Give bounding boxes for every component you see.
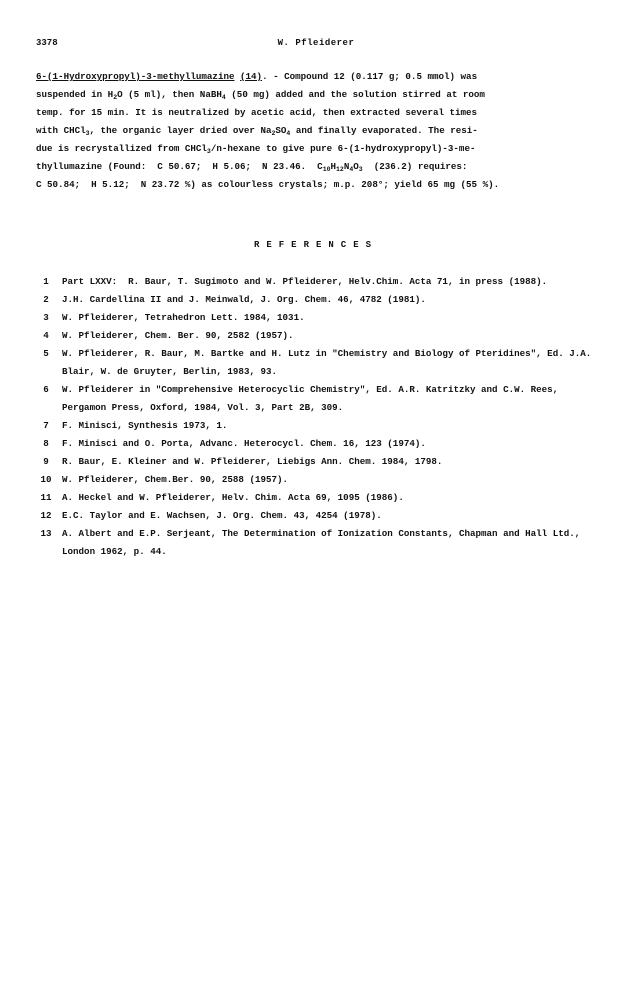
- reference-number: 6: [43, 384, 49, 395]
- text-seg: suspended in H: [36, 89, 114, 100]
- reference-item: [30, 453, 596, 471]
- text-seg: /n-hexane to give pure 6-(1-hydroxypropyl)-3-me-: [210, 143, 476, 154]
- reference-number: 2: [43, 294, 49, 305]
- page-number: 3378: [36, 38, 58, 48]
- text-seg: (236.2) requires:: [362, 161, 468, 172]
- subscript: 10: [322, 166, 331, 173]
- reference-item: [30, 471, 596, 489]
- reference-text: W. Pfleiderer, Chem. Ber. 90, 2582 (1957).: [62, 330, 294, 341]
- reference-number: 4: [43, 330, 49, 341]
- reference-number: 8: [43, 438, 49, 449]
- reference-text: E.C. Taylor and E. Wachsen, J. Org. Chem. 43, 4254 (1978).: [62, 510, 382, 521]
- paragraph-line-2: [36, 86, 596, 104]
- subscript: 2: [271, 130, 276, 137]
- reference-number: 7: [43, 420, 49, 431]
- page-header: [36, 38, 596, 52]
- reference-text: J.H. Cardellina II and J. Meinwald, J. Org. Chem. 46, 4782 (1981).: [62, 294, 426, 305]
- reference-item: [30, 525, 596, 561]
- reference-text: W. Pfleiderer, Tetrahedron Lett. 1984, 1031.: [62, 312, 305, 323]
- paragraph-line-5: [36, 140, 596, 158]
- reference-text: F. Minisci and O. Porta, Advanc. Heterocycl. Chem. 16, 123 (1974).: [62, 438, 426, 449]
- subscript: 3: [85, 130, 90, 137]
- reference-item: [30, 291, 596, 309]
- reference-item: [30, 435, 596, 453]
- text-seg: O (5 ml), then NaBH: [117, 89, 222, 100]
- running-head: W. Pfleiderer: [277, 38, 355, 48]
- reference-text: R. Baur, E. Kleiner and W. Pfleiderer, Liebigs Ann. Chem. 1984, 1798.: [62, 456, 443, 467]
- reference-item: [30, 507, 596, 525]
- subscript: 4: [286, 130, 291, 137]
- text-seg: with CHCl: [36, 125, 86, 136]
- references-heading: REFERENCES: [253, 240, 378, 250]
- reference-number: 5: [43, 348, 49, 359]
- reference-text: W. Pfleiderer in "Comprehensive Heterocyclic Chemistry", Ed. A.R. Katritzky and C.W. Rees, Pergamon Press, Oxford, 1984, Vol. 3, Part 2B, 309.: [62, 384, 564, 413]
- reference-list: [30, 273, 596, 561]
- text-seg: thyllumazine (Found: C 50.67; H 5.06; N 23.46. C: [36, 161, 323, 172]
- reference-number: 10: [40, 474, 52, 485]
- paragraph-line-4: [36, 122, 596, 140]
- text-seg: (50 mg) added and the solution stirred at room: [225, 89, 485, 100]
- reference-number: 1: [43, 276, 49, 287]
- subscript: 3: [206, 148, 211, 155]
- subscript: 12: [336, 166, 344, 173]
- experimental-paragraph: [36, 68, 596, 194]
- reference-item: [30, 489, 596, 507]
- reference-text: A. Albert and E.P. Serjeant, The Determination of Ionization Constants, Chapman and Hall Ltd., London 1962, p. 44.: [62, 528, 586, 557]
- reference-text: Part LXXV: R. Baur, T. Sugimoto and W. Pfleiderer, Helv.Chim. Acta 71, in press (1988).: [62, 276, 548, 287]
- reference-item: [30, 273, 596, 291]
- reference-item: [30, 309, 596, 327]
- reference-text: W. Pfleiderer, Chem.Ber. 90, 2588 (1957).: [62, 474, 289, 485]
- reference-text: A. Heckel and W. Pfleiderer, Helv. Chim. Acta 69, 1095 (1986).: [62, 492, 404, 503]
- reference-number: 3: [43, 312, 49, 323]
- text-seg: O: [353, 161, 359, 172]
- reference-item: [30, 417, 596, 435]
- paragraph-line-6: [36, 158, 596, 176]
- subscript: 4: [221, 94, 226, 101]
- subscript: 3: [358, 166, 363, 173]
- reference-text: W. Pfleiderer, R. Baur, M. Bartke and H. Lutz in "Chemistry and Biology of Pteridines", Ed. J.A. Blair, W. de Gruyter, Berlin, 1983, 93.: [62, 348, 597, 377]
- text-seg: and finally evaporated. The resi-: [290, 125, 478, 136]
- text-seg: H: [330, 161, 337, 172]
- reference-item: [30, 381, 596, 417]
- reference-number: 11: [40, 492, 52, 503]
- subscript: 4: [349, 166, 354, 173]
- text-seg: due is recrystallized from CHCl: [36, 143, 207, 154]
- compound-title: 6-(1-Hydroxypropyl)-3-methyllumazine: [36, 71, 235, 82]
- subscript: 2: [113, 94, 118, 101]
- compound-ref: (14): [240, 71, 263, 82]
- reference-number: 9: [43, 456, 49, 467]
- reference-text: F. Minisci, Synthesis 1973, 1.: [62, 420, 228, 431]
- line-1-text: . - Compound 12 (0.117 g; 0.5 mmol) was: [262, 71, 478, 82]
- paragraph-line-1: [36, 68, 596, 86]
- reference-item: [30, 345, 596, 381]
- text-seg: , the organic layer dried over Na: [89, 125, 272, 136]
- paragraph-line-7: C 50.84; H 5.12; N 23.72 %) as colourless crystals; m.p. 208°; yield 65 mg (55 %).: [36, 179, 500, 190]
- paragraph-line-3: temp. for 15 min. It is neutralized by acetic acid, then extracted several times: [36, 107, 478, 118]
- reference-item: [30, 327, 596, 345]
- text-seg: SO: [275, 125, 287, 136]
- text-seg: N: [343, 161, 350, 172]
- reference-number: 13: [40, 528, 52, 539]
- reference-number: 12: [40, 510, 52, 521]
